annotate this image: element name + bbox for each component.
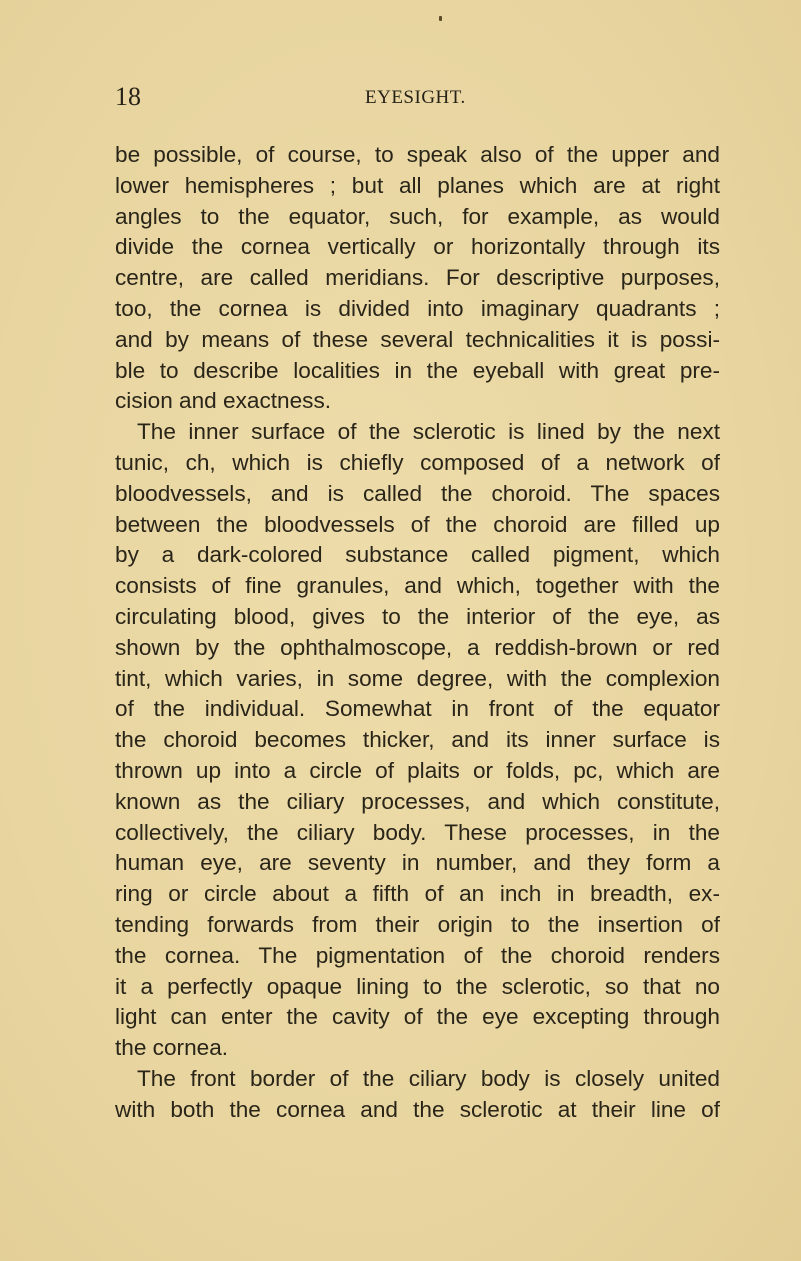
text-line: circulating blood, gives to the interior of the eye, as	[115, 603, 720, 629]
running-title: EYESIGHT.	[365, 87, 466, 108]
text-line: between the bloodvessels of the choroid are filled up	[115, 511, 720, 537]
text-line: ble to describe localities in the eyeball with great pre-	[115, 357, 720, 383]
text-line: by a dark-colored substance called pigment, which	[115, 542, 720, 568]
text-line: with both the cornea and the sclerotic at their line of	[115, 1096, 720, 1122]
text-line: the choroid becomes thicker, and its inner surface is	[115, 727, 720, 753]
page-number: 18	[115, 82, 141, 111]
text-line: shown by the ophthalmoscope, a reddish-brown or red	[115, 634, 720, 660]
text-line: tint, which varies, in some degree, with the complexion	[115, 665, 720, 691]
text-line: it a perfectly opaque lining to the sclerotic, so that no	[115, 973, 720, 999]
text-line: be possible, of course, to speak also of the upper and	[115, 142, 720, 167]
text-line: divide the cornea vertically or horizontally through its	[115, 234, 720, 260]
text-line: too, the cornea is divided into imaginary quadrants ;	[115, 295, 720, 321]
text-line: cision and exactness.	[115, 388, 332, 414]
text-line: The inner surface of the sclerotic is lined by the next	[137, 419, 720, 445]
text-line: The front border of the ciliary body is closely united	[137, 1065, 720, 1091]
text-line: tunic, ch, which is chiefly composed of a network of	[115, 449, 720, 475]
text-line: tending forwards from their origin to the insertion of	[115, 911, 720, 937]
text-line: consists of fine granules, and which, together with the	[115, 573, 720, 599]
text-line: light can enter the cavity of the eye excepting through	[115, 1004, 720, 1030]
text-line: the cornea.	[115, 1035, 229, 1061]
text-line: collectively, the ciliary body. These processes, in the	[115, 819, 720, 845]
body-text	[115, 140, 720, 1126]
text-line: bloodvessels, and is called the choroid. The spaces	[115, 480, 720, 506]
text-line: angles to the equator, such, for example, as would	[115, 203, 720, 229]
text-line: thrown up into a circle of plaits or folds, pc, which are	[115, 757, 720, 783]
text-line: centre, are called meridians. For descriptive purposes,	[115, 265, 720, 291]
text-line: human eye, are seventy in number, and they form a	[115, 850, 720, 876]
text-line: ring or circle about a fifth of an inch in breadth, ex-	[115, 881, 720, 907]
text-line: and by means of these several technicalities it is possi-	[115, 326, 720, 352]
printing-mark	[439, 16, 442, 21]
text-line: the cornea. The pigmentation of the choroid renders	[115, 942, 720, 968]
text-line: of the individual. Somewhat in front of the equator	[115, 696, 720, 722]
text-line: lower hemispheres ; but all planes which are at right	[115, 172, 720, 198]
text-line: known as the ciliary processes, and which constitute,	[115, 788, 720, 814]
running-head	[115, 82, 715, 112]
